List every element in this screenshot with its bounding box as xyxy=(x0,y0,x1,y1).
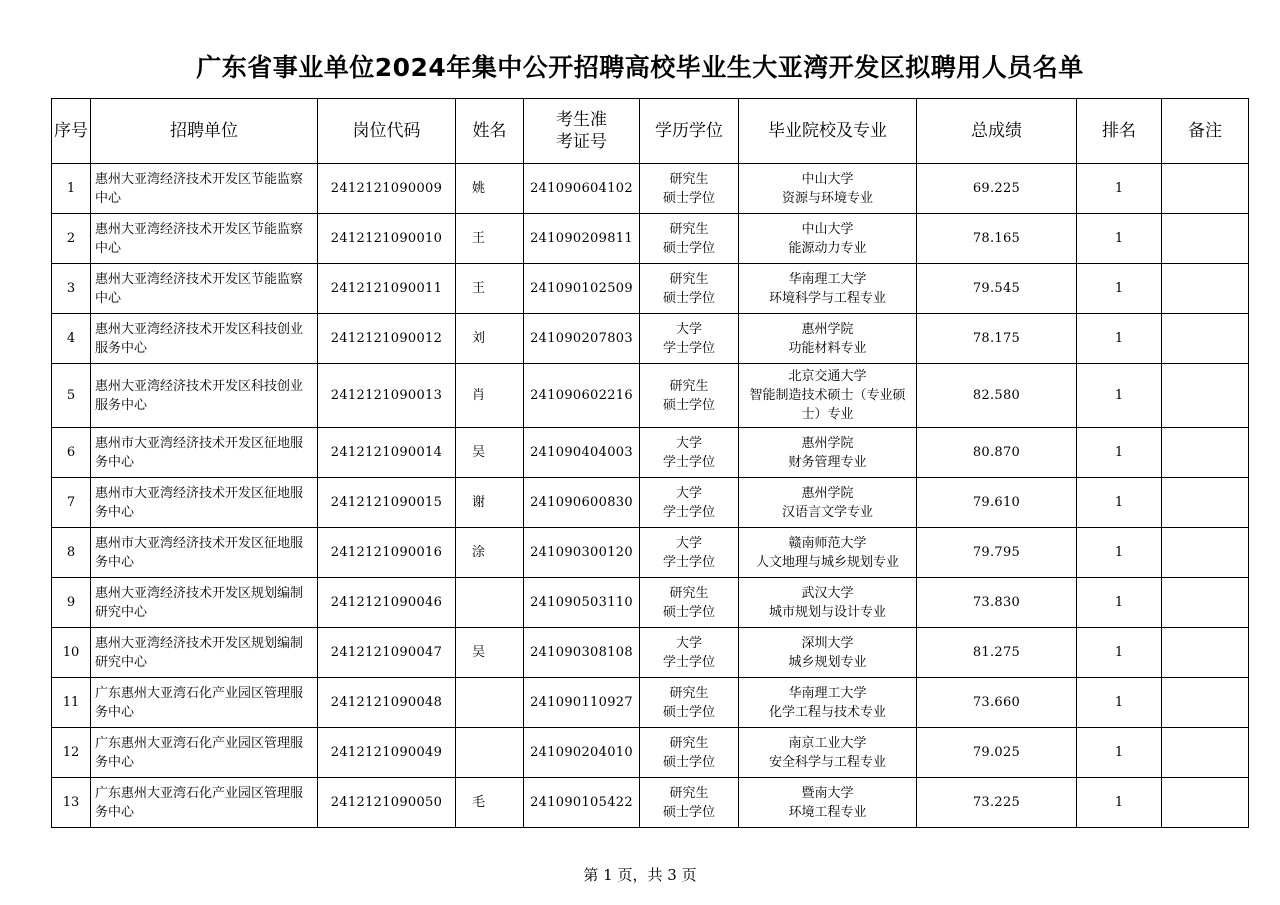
header-exam-line2: 考证号 xyxy=(556,132,607,152)
school-name: 华南理工大学 xyxy=(788,271,867,287)
cell-score: 79.610 xyxy=(917,478,1077,528)
cell-exam-number: 241090602216 xyxy=(524,364,640,428)
header-exam-line1: 考生准 xyxy=(556,110,607,130)
cell-code: 2412121090014 xyxy=(318,428,456,478)
cell-score: 79.795 xyxy=(917,528,1077,578)
cell-exam-number: 241090604102 xyxy=(524,164,640,214)
cell-rank: 1 xyxy=(1077,478,1162,528)
page-footer xyxy=(0,864,1280,886)
cell-school xyxy=(739,364,917,428)
cell-name: 吴 xyxy=(456,628,524,678)
footer-page-number: 1 xyxy=(603,866,613,884)
degree-title: 学士学位 xyxy=(662,654,715,670)
cell-school xyxy=(739,478,917,528)
degree-title: 学士学位 xyxy=(662,340,715,356)
degree-level: 研究生 xyxy=(669,171,709,187)
cell-exam-number: 241090209811 xyxy=(524,214,640,264)
cell-degree xyxy=(640,778,739,828)
cell-score: 73.830 xyxy=(917,578,1077,628)
cell-score: 69.225 xyxy=(917,164,1077,214)
cell-school xyxy=(739,428,917,478)
cell-rank: 1 xyxy=(1077,314,1162,364)
degree-title: 学士学位 xyxy=(662,454,715,470)
cell-name: 涂 xyxy=(456,528,524,578)
degree-title: 硕士学位 xyxy=(662,754,715,770)
cell-seq: 10 xyxy=(52,628,91,678)
cell-unit: 惠州市大亚湾经济技术开发区征地服务中心 xyxy=(91,428,318,478)
cell-rank: 1 xyxy=(1077,778,1162,828)
cell-seq: 1 xyxy=(52,164,91,214)
cell-school xyxy=(739,778,917,828)
degree-level: 研究生 xyxy=(669,221,709,237)
school-name: 惠州学院 xyxy=(801,321,854,337)
cell-degree xyxy=(640,478,739,528)
school-name: 暨南大学 xyxy=(801,785,854,801)
school-major: 人文地理与城乡规划专业 xyxy=(755,554,899,570)
cell-remark xyxy=(1162,628,1249,678)
cell-remark xyxy=(1162,264,1249,314)
cell-name xyxy=(456,678,524,728)
table-row xyxy=(52,478,1249,528)
cell-school xyxy=(739,314,917,364)
cell-score: 81.275 xyxy=(917,628,1077,678)
cell-unit: 惠州市大亚湾经济技术开发区征地服务中心 xyxy=(91,478,318,528)
school-major: 环境工程专业 xyxy=(788,804,867,820)
cell-school xyxy=(739,628,917,678)
cell-code: 2412121090049 xyxy=(318,728,456,778)
school-name: 中山大学 xyxy=(801,221,854,237)
school-major: 能源动力专业 xyxy=(788,240,867,256)
cell-code: 2412121090012 xyxy=(318,314,456,364)
footer-total-pages: 3 xyxy=(667,866,677,884)
degree-title: 硕士学位 xyxy=(662,604,715,620)
cell-seq: 5 xyxy=(52,364,91,428)
cell-degree xyxy=(640,678,739,728)
school-major: 城市规划与设计专业 xyxy=(768,604,886,620)
school-major: 资源与环境专业 xyxy=(781,190,873,206)
cell-degree xyxy=(640,528,739,578)
cell-exam-number: 241090105422 xyxy=(524,778,640,828)
cell-rank: 1 xyxy=(1077,164,1162,214)
table-row xyxy=(52,364,1249,428)
degree-level: 研究生 xyxy=(669,271,709,287)
table-row xyxy=(52,264,1249,314)
cell-seq: 13 xyxy=(52,778,91,828)
degree-level: 大学 xyxy=(675,485,702,501)
table-row xyxy=(52,428,1249,478)
cell-unit: 广东惠州大亚湾石化产业园区管理服务中心 xyxy=(91,778,318,828)
cell-school xyxy=(739,528,917,578)
degree-level: 研究生 xyxy=(669,685,709,701)
header-remark: 备注 xyxy=(1162,99,1249,164)
degree-title: 硕士学位 xyxy=(662,290,715,306)
cell-remark xyxy=(1162,364,1249,428)
degree-title: 硕士学位 xyxy=(662,397,715,413)
header-school: 毕业院校及专业 xyxy=(739,99,917,164)
cell-degree xyxy=(640,428,739,478)
cell-unit: 惠州大亚湾经济技术开发区规划编制研究中心 xyxy=(91,578,318,628)
cell-code: 2412121090046 xyxy=(318,578,456,628)
cell-rank: 1 xyxy=(1077,528,1162,578)
cell-seq: 7 xyxy=(52,478,91,528)
cell-degree xyxy=(640,264,739,314)
footer-middle: 页，共 xyxy=(617,866,663,884)
cell-remark xyxy=(1162,778,1249,828)
school-major: 化学工程与技术专业 xyxy=(768,704,886,720)
header-rank: 排名 xyxy=(1077,99,1162,164)
cell-seq: 4 xyxy=(52,314,91,364)
cell-score: 78.165 xyxy=(917,214,1077,264)
cell-unit: 广东惠州大亚湾石化产业园区管理服务中心 xyxy=(91,728,318,778)
cell-school xyxy=(739,214,917,264)
cell-exam-number: 241090404003 xyxy=(524,428,640,478)
school-name: 惠州学院 xyxy=(801,485,854,501)
cell-exam-number: 241090503110 xyxy=(524,578,640,628)
degree-level: 研究生 xyxy=(669,585,709,601)
table-row xyxy=(52,628,1249,678)
cell-name: 王 xyxy=(456,214,524,264)
cell-school xyxy=(739,578,917,628)
school-major: 功能材料专业 xyxy=(788,340,867,356)
cell-rank: 1 xyxy=(1077,214,1162,264)
cell-degree xyxy=(640,314,739,364)
degree-level: 大学 xyxy=(675,635,702,651)
cell-code: 2412121090050 xyxy=(318,778,456,828)
cell-remark xyxy=(1162,728,1249,778)
cell-code: 2412121090047 xyxy=(318,628,456,678)
cell-exam-number: 241090300120 xyxy=(524,528,640,578)
cell-seq: 3 xyxy=(52,264,91,314)
cell-remark xyxy=(1162,528,1249,578)
cell-rank: 1 xyxy=(1077,364,1162,428)
cell-seq: 8 xyxy=(52,528,91,578)
cell-exam-number: 241090308108 xyxy=(524,628,640,678)
degree-title: 学士学位 xyxy=(662,554,715,570)
cell-unit: 惠州大亚湾经济技术开发区科技创业服务中心 xyxy=(91,364,318,428)
header-degree: 学历学位 xyxy=(640,99,739,164)
candidate-table xyxy=(51,98,1249,828)
cell-name: 肖 xyxy=(456,364,524,428)
degree-level: 大学 xyxy=(675,321,702,337)
cell-code: 2412121090048 xyxy=(318,678,456,728)
cell-name xyxy=(456,728,524,778)
cell-remark xyxy=(1162,164,1249,214)
school-name: 中山大学 xyxy=(801,171,854,187)
cell-rank: 1 xyxy=(1077,678,1162,728)
degree-level: 研究生 xyxy=(669,735,709,751)
school-name: 华南理工大学 xyxy=(788,685,867,701)
cell-name: 毛 xyxy=(456,778,524,828)
cell-rank: 1 xyxy=(1077,628,1162,678)
cell-unit: 惠州大亚湾经济技术开发区节能监察中心 xyxy=(91,264,318,314)
table-row xyxy=(52,678,1249,728)
cell-degree xyxy=(640,728,739,778)
cell-unit: 惠州大亚湾经济技术开发区节能监察中心 xyxy=(91,214,318,264)
cell-code: 2412121090011 xyxy=(318,264,456,314)
cell-score: 79.545 xyxy=(917,264,1077,314)
school-major: 城乡规划专业 xyxy=(788,654,867,670)
school-major: 汉语言文学专业 xyxy=(781,504,873,520)
school-name: 深圳大学 xyxy=(801,635,854,651)
cell-school xyxy=(739,164,917,214)
cell-unit: 惠州大亚湾经济技术开发区节能监察中心 xyxy=(91,164,318,214)
cell-name: 刘 xyxy=(456,314,524,364)
cell-score: 73.225 xyxy=(917,778,1077,828)
cell-remark xyxy=(1162,478,1249,528)
cell-degree xyxy=(640,214,739,264)
cell-school xyxy=(739,728,917,778)
cell-remark xyxy=(1162,428,1249,478)
cell-seq: 6 xyxy=(52,428,91,478)
school-name: 武汉大学 xyxy=(801,585,854,601)
cell-unit: 惠州市大亚湾经济技术开发区征地服务中心 xyxy=(91,528,318,578)
table-row xyxy=(52,164,1249,214)
cell-unit: 广东惠州大亚湾石化产业园区管理服务中心 xyxy=(91,678,318,728)
school-major: 财务管理专业 xyxy=(788,454,867,470)
header-exam-number xyxy=(524,99,640,164)
page-title: 广东省事业单位2024年集中公开招聘高校毕业生大亚湾开发区拟聘用人员名单 xyxy=(196,53,1084,82)
cell-name xyxy=(456,578,524,628)
degree-level: 研究生 xyxy=(669,378,709,394)
cell-seq: 9 xyxy=(52,578,91,628)
cell-degree xyxy=(640,578,739,628)
cell-degree xyxy=(640,364,739,428)
degree-level: 大学 xyxy=(675,535,702,551)
cell-rank: 1 xyxy=(1077,428,1162,478)
school-name: 惠州学院 xyxy=(801,435,854,451)
cell-rank: 1 xyxy=(1077,264,1162,314)
cell-exam-number: 241090110927 xyxy=(524,678,640,728)
cell-rank: 1 xyxy=(1077,728,1162,778)
cell-code: 2412121090009 xyxy=(318,164,456,214)
header-unit: 招聘单位 xyxy=(91,99,318,164)
cell-name: 谢 xyxy=(456,478,524,528)
cell-name: 吴 xyxy=(456,428,524,478)
cell-seq: 12 xyxy=(52,728,91,778)
cell-score: 79.025 xyxy=(917,728,1077,778)
cell-exam-number: 241090204010 xyxy=(524,728,640,778)
school-name: 北京交通大学 xyxy=(788,369,867,384)
school-major: 安全科学与工程专业 xyxy=(768,754,886,770)
school-major: 智能制造技术硕士（专业硕士）专业 xyxy=(749,388,906,422)
table-row xyxy=(52,528,1249,578)
cell-score: 82.580 xyxy=(917,364,1077,428)
header-code: 岗位代码 xyxy=(318,99,456,164)
table-row xyxy=(52,214,1249,264)
cell-remark xyxy=(1162,578,1249,628)
degree-title: 硕士学位 xyxy=(662,804,715,820)
cell-exam-number: 241090600830 xyxy=(524,478,640,528)
header-name: 姓名 xyxy=(456,99,524,164)
cell-exam-number: 241090102509 xyxy=(524,264,640,314)
cell-unit: 惠州大亚湾经济技术开发区规划编制研究中心 xyxy=(91,628,318,678)
school-name: 赣南师范大学 xyxy=(788,535,867,551)
header-seq: 序号 xyxy=(52,99,91,164)
header-score: 总成绩 xyxy=(917,99,1077,164)
cell-rank: 1 xyxy=(1077,578,1162,628)
cell-seq: 2 xyxy=(52,214,91,264)
degree-title: 学士学位 xyxy=(662,504,715,520)
cell-name: 姚 xyxy=(456,164,524,214)
degree-title: 硕士学位 xyxy=(662,704,715,720)
cell-exam-number: 241090207803 xyxy=(524,314,640,364)
cell-remark xyxy=(1162,678,1249,728)
degree-title: 硕士学位 xyxy=(662,240,715,256)
cell-score: 80.870 xyxy=(917,428,1077,478)
cell-code: 2412121090013 xyxy=(318,364,456,428)
cell-code: 2412121090015 xyxy=(318,478,456,528)
degree-title: 硕士学位 xyxy=(662,190,715,206)
table-row xyxy=(52,314,1249,364)
cell-school xyxy=(739,678,917,728)
degree-level: 研究生 xyxy=(669,785,709,801)
cell-remark xyxy=(1162,214,1249,264)
cell-seq: 11 xyxy=(52,678,91,728)
footer-prefix: 第 xyxy=(583,866,599,884)
table-row xyxy=(52,778,1249,828)
degree-level: 大学 xyxy=(675,435,702,451)
school-major: 环境科学与工程专业 xyxy=(768,290,886,306)
cell-score: 78.175 xyxy=(917,314,1077,364)
footer-suffix: 页 xyxy=(681,866,697,884)
cell-remark xyxy=(1162,314,1249,364)
cell-school xyxy=(739,264,917,314)
cell-score: 73.660 xyxy=(917,678,1077,728)
school-name: 南京工业大学 xyxy=(788,735,867,751)
table-header-row xyxy=(52,99,1249,164)
cell-code: 2412121090016 xyxy=(318,528,456,578)
cell-degree xyxy=(640,164,739,214)
cell-degree xyxy=(640,628,739,678)
table-row xyxy=(52,578,1249,628)
table-row xyxy=(52,728,1249,778)
cell-unit: 惠州大亚湾经济技术开发区科技创业服务中心 xyxy=(91,314,318,364)
cell-code: 2412121090010 xyxy=(318,214,456,264)
cell-name: 王 xyxy=(456,264,524,314)
